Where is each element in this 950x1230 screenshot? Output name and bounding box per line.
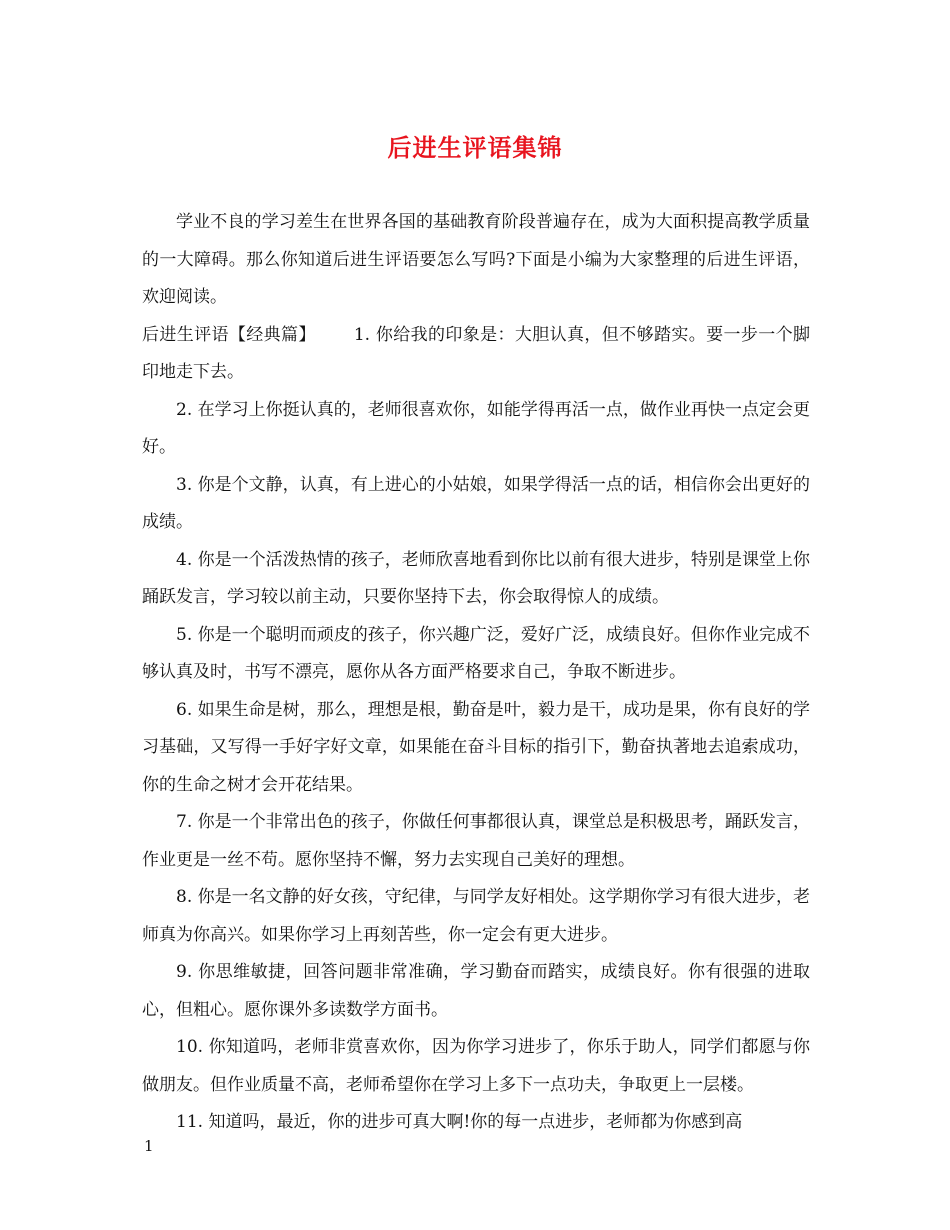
comment-item-7: 7. 你是一个非常出色的孩子，你做任何事都很认真，课堂总是积极思考，踊跃发言，作业更是一丝不苟。愿你坚持不懈，努力去实现自己美好的理想。 bbox=[142, 812, 810, 870]
comment-item-5: 5. 你是一个聪明而顽皮的孩子，你兴趣广泛，爱好广泛，成绩良好。但你作业完成不够认真及时，书写不漂亮，愿你从各方面严格要求自己，争取不断进步。 bbox=[142, 624, 810, 682]
document-title: 后进生评语集锦 bbox=[387, 133, 563, 162]
comment-item-1: 1. 你给我的印象是：大胆认真，但不够踏实。要一步一个脚印地走下去。 bbox=[142, 324, 811, 382]
page-number: 1 bbox=[144, 1137, 154, 1155]
comment-item-6: 6. 如果生命是树，那么，理想是根，勤奋是叶，毅力是干，成功是果，你有良好的学习基础，又写得一手好字好文章，如果能在奋斗目标的指引下，勤奋执著地去追索成功，你的生命之树才会开花结果。 bbox=[142, 699, 810, 795]
document-body bbox=[142, 204, 810, 1142]
comment-item-4: 4. 你是一个活泼热情的孩子，老师欣喜地看到你比以前有很大进步，特别是课堂上你踊跃发言，学习较以前主动，只要你坚持下去，你会取得惊人的成绩。 bbox=[142, 549, 810, 607]
comment-item-10: 10. 你知道吗，老师非赏喜欢你，因为你学习进步了，你乐于助人，同学们都愿与你做朋友。但作业质量不高，老师希望你在学习上多下一点功夫，争取更上一层楼。 bbox=[142, 1037, 810, 1095]
comment-item-9: 9. 你思维敏捷，回答问题非常准确，学习勤奋而踏实，成绩良好。你有很强的进取心，但粗心。愿你课外多读数学方面书。 bbox=[142, 962, 810, 1020]
section-heading: 后进生评语【经典篇】 bbox=[142, 324, 316, 345]
comment-item-8: 8. 你是一名文静的好女孩，守纪律，与同学友好相处。这学期你学习有很大进步，老师真为你高兴。如果你学习上再刻苦些，你一定会有更大进步。 bbox=[142, 887, 810, 945]
intro-paragraph: 学业不良的学习差生在世界各国的基础教育阶段普遍存在，成为大面积提高教学质量的一大障碍。那么你知道后进生评语要怎么写吗?下面是小编为大家整理的后进生评语，欢迎阅读。 bbox=[142, 212, 810, 307]
comment-item-11: 11. 知道吗，最近，你的进步可真大啊!你的每一点进步，老师都为你感到高 bbox=[176, 1112, 743, 1132]
comment-item-3: 3. 你是个文静，认真，有上进心的小姑娘，如果学得活一点的话，相信你会出更好的成绩。 bbox=[142, 474, 810, 532]
comment-item-2: 2. 在学习上你挺认真的，老师很喜欢你，如能学得再活一点，做作业再快一点定会更好。 bbox=[142, 399, 810, 457]
section-heading-paragraph bbox=[142, 317, 810, 392]
